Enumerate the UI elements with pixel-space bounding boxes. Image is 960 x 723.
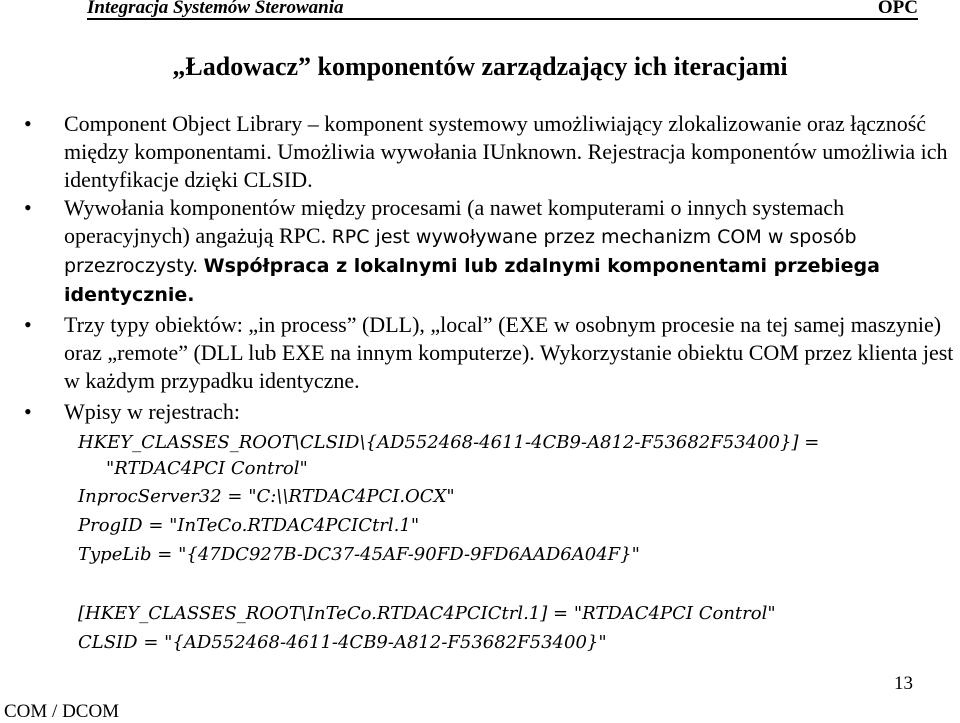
slide-title: „Ładowacz” komponentów zarządzający ich iteracjami: [172, 52, 788, 81]
bullet-dot: •: [24, 195, 32, 220]
bullet-text: Wpisy w rejestrach:: [64, 399, 240, 424]
bullet-text: Component Object Library – komponent systemowy umożliwiający zlokalizowanie oraz łączność między komponentami. Umożliwia wywołania IUnknown. Rejestracja komponentów umożliwia ich identyfikacje dzięki CLSID.: [64, 111, 948, 192]
bullet-dot: •: [24, 111, 32, 136]
registry-line-progid: ProgID = "InTeCo.RTDAC4PCICtrl.1": [78, 515, 420, 536]
header-rule: [87, 18, 918, 20]
registry-line-inprocserver: InprocServer32 = "C:\\RTDAC4PCI.OCX": [78, 486, 455, 507]
header-course-title: Integracja Systemów Sterowania: [87, 0, 344, 18]
page-number: 13: [894, 673, 913, 694]
bullet-dot: •: [24, 312, 32, 337]
registry-line-clsid-key: HKEY_CLASSES_ROOT\CLSID\{AD552468-4611-4CB9-A812-F53682F53400}] =: [78, 432, 820, 453]
bullet-text: Trzy typy obiektów: „in process” (DLL), „local” (EXE w osobnym procesie na tej samej maszynie) oraz „remote” (DLL lub EXE na innym komputerze). Wykorzystanie obiektu COM przez klienta jest w każdym przypadku identyczne.: [64, 312, 954, 393]
registry-line-progid-clsid: CLSID = "{AD552468-4611-4CB9-A812-F53682F53400}": [78, 632, 607, 653]
registry-line-typelib: TypeLib = "{47DC927B-DC37-45AF-90FD-9FD6AAD6A04F}": [78, 544, 640, 565]
registry-line-progid-key: [HKEY_CLASSES_ROOT\InTeCo.RTDAC4PCICtrl.1] = "RTDAC4PCI Control": [78, 603, 776, 624]
bullet-item-4: [24, 398, 960, 426]
bullet-text-part2: RPC jest wywoływane przez mechanizm COM w sposób przezroczysty.: [64, 226, 857, 277]
bullet-item-2: [24, 194, 960, 309]
bullet-item-1: [24, 110, 960, 194]
bullet-text-part1: Wywołania komponentów między procesami (a nawet komputerami o innych systemach operacyjnych) angażują RPC.: [64, 195, 845, 248]
bullet-item-3: [24, 311, 960, 395]
footer-section-title: COM / DCOM: [4, 701, 120, 722]
header-topic: OPC: [877, 0, 918, 18]
bullet-dot: •: [24, 399, 32, 424]
registry-line-clsid-value: "RTDAC4PCI Control": [106, 458, 308, 479]
bullet-text-part3: Współpraca z lokalnymi lub zdalnymi komponentami przebiega identycznie.: [64, 255, 880, 306]
